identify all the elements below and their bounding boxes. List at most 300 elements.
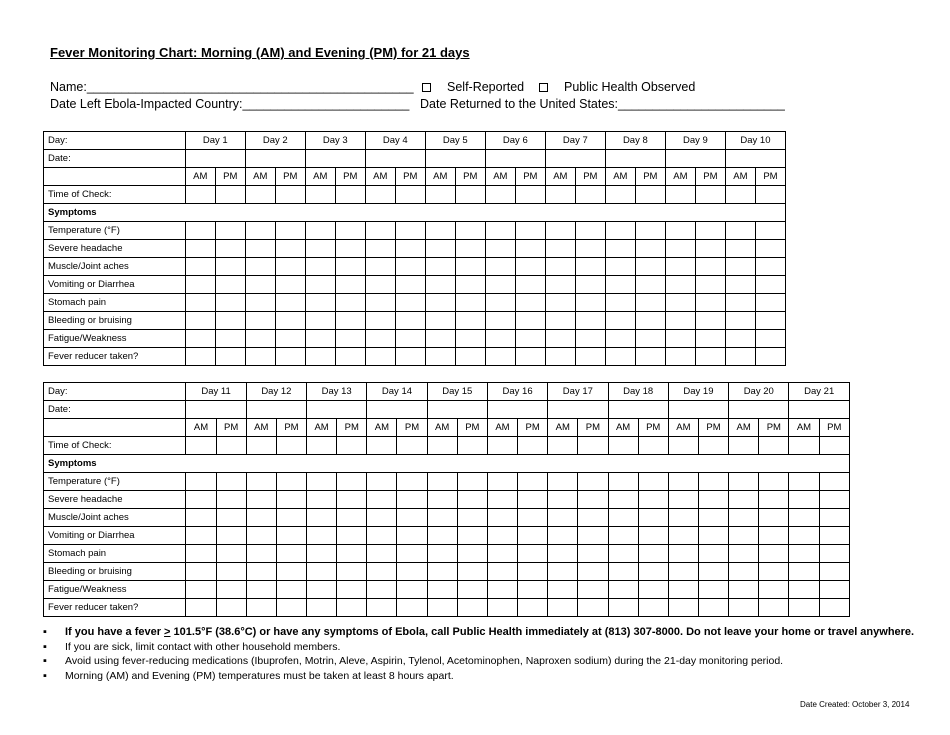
- entry-cell[interactable]: [186, 599, 216, 617]
- entry-cell[interactable]: [455, 330, 485, 348]
- entry-cell[interactable]: [635, 258, 665, 276]
- entry-cell[interactable]: [307, 545, 337, 563]
- entry-cell[interactable]: [216, 599, 246, 617]
- entry-cell[interactable]: [395, 240, 425, 258]
- date-cell[interactable]: [545, 150, 605, 168]
- name-field[interactable]: Name:_______________________________________________: [50, 80, 414, 94]
- entry-cell[interactable]: [276, 527, 306, 545]
- entry-cell[interactable]: [789, 473, 819, 491]
- date-cell[interactable]: [245, 150, 305, 168]
- entry-cell[interactable]: [427, 527, 457, 545]
- entry-cell[interactable]: [337, 509, 367, 527]
- entry-cell[interactable]: [518, 563, 548, 581]
- entry-cell[interactable]: [725, 348, 755, 366]
- entry-cell[interactable]: [605, 294, 635, 312]
- entry-cell[interactable]: [608, 581, 638, 599]
- entry-cell[interactable]: [335, 222, 365, 240]
- entry-cell[interactable]: [548, 599, 578, 617]
- entry-cell[interactable]: [789, 437, 819, 455]
- date-cell[interactable]: [307, 401, 367, 419]
- entry-cell[interactable]: [515, 240, 545, 258]
- entry-cell[interactable]: [246, 545, 276, 563]
- entry-cell[interactable]: [215, 294, 245, 312]
- entry-cell[interactable]: [275, 330, 305, 348]
- entry-cell[interactable]: [276, 563, 306, 581]
- self-reported-option[interactable]: [422, 80, 524, 94]
- entry-cell[interactable]: [759, 563, 789, 581]
- entry-cell[interactable]: [635, 312, 665, 330]
- entry-cell[interactable]: [335, 276, 365, 294]
- entry-cell[interactable]: [548, 509, 578, 527]
- entry-cell[interactable]: [548, 437, 578, 455]
- entry-cell[interactable]: [638, 563, 668, 581]
- entry-cell[interactable]: [695, 276, 725, 294]
- entry-cell[interactable]: [487, 599, 517, 617]
- entry-cell[interactable]: [216, 437, 246, 455]
- entry-cell[interactable]: [665, 330, 695, 348]
- entry-cell[interactable]: [548, 473, 578, 491]
- entry-cell[interactable]: [605, 240, 635, 258]
- entry-cell[interactable]: [216, 473, 246, 491]
- entry-cell[interactable]: [668, 599, 698, 617]
- entry-cell[interactable]: [638, 491, 668, 509]
- entry-cell[interactable]: [545, 348, 575, 366]
- entry-cell[interactable]: [638, 545, 668, 563]
- entry-cell[interactable]: [635, 294, 665, 312]
- entry-cell[interactable]: [759, 437, 789, 455]
- entry-cell[interactable]: [185, 186, 215, 204]
- entry-cell[interactable]: [427, 581, 457, 599]
- entry-cell[interactable]: [518, 509, 548, 527]
- entry-cell[interactable]: [578, 599, 608, 617]
- entry-cell[interactable]: [457, 509, 487, 527]
- entry-cell[interactable]: [668, 437, 698, 455]
- entry-cell[interactable]: [215, 276, 245, 294]
- entry-cell[interactable]: [668, 491, 698, 509]
- entry-cell[interactable]: [335, 186, 365, 204]
- entry-cell[interactable]: [819, 563, 849, 581]
- entry-cell[interactable]: [695, 240, 725, 258]
- entry-cell[interactable]: [457, 581, 487, 599]
- date-cell[interactable]: [427, 401, 487, 419]
- entry-cell[interactable]: [457, 545, 487, 563]
- entry-cell[interactable]: [759, 545, 789, 563]
- entry-cell[interactable]: [725, 186, 755, 204]
- entry-cell[interactable]: [246, 599, 276, 617]
- entry-cell[interactable]: [665, 276, 695, 294]
- entry-cell[interactable]: [695, 348, 725, 366]
- entry-cell[interactable]: [186, 527, 216, 545]
- entry-cell[interactable]: [275, 258, 305, 276]
- entry-cell[interactable]: [276, 599, 306, 617]
- entry-cell[interactable]: [819, 473, 849, 491]
- entry-cell[interactable]: [668, 527, 698, 545]
- entry-cell[interactable]: [638, 473, 668, 491]
- entry-cell[interactable]: [575, 294, 605, 312]
- entry-cell[interactable]: [245, 186, 275, 204]
- entry-cell[interactable]: [515, 348, 545, 366]
- entry-cell[interactable]: [759, 473, 789, 491]
- entry-cell[interactable]: [819, 509, 849, 527]
- entry-cell[interactable]: [545, 222, 575, 240]
- entry-cell[interactable]: [485, 294, 515, 312]
- public-health-observed-checkbox[interactable]: [539, 83, 548, 92]
- entry-cell[interactable]: [215, 312, 245, 330]
- entry-cell[interactable]: [215, 330, 245, 348]
- entry-cell[interactable]: [578, 545, 608, 563]
- entry-cell[interactable]: [427, 563, 457, 581]
- entry-cell[interactable]: [485, 240, 515, 258]
- entry-cell[interactable]: [395, 186, 425, 204]
- entry-cell[interactable]: [395, 294, 425, 312]
- entry-cell[interactable]: [608, 563, 638, 581]
- entry-cell[interactable]: [518, 599, 548, 617]
- entry-cell[interactable]: [275, 312, 305, 330]
- entry-cell[interactable]: [789, 563, 819, 581]
- entry-cell[interactable]: [457, 527, 487, 545]
- date-cell[interactable]: [487, 401, 547, 419]
- entry-cell[interactable]: [698, 491, 728, 509]
- entry-cell[interactable]: [729, 599, 759, 617]
- entry-cell[interactable]: [578, 527, 608, 545]
- entry-cell[interactable]: [698, 527, 728, 545]
- entry-cell[interactable]: [545, 240, 575, 258]
- entry-cell[interactable]: [455, 222, 485, 240]
- date-cell[interactable]: [365, 150, 425, 168]
- entry-cell[interactable]: [425, 258, 455, 276]
- entry-cell[interactable]: [457, 599, 487, 617]
- entry-cell[interactable]: [216, 527, 246, 545]
- entry-cell[interactable]: [548, 527, 578, 545]
- entry-cell[interactable]: [608, 509, 638, 527]
- date-cell[interactable]: [367, 401, 427, 419]
- entry-cell[interactable]: [755, 258, 785, 276]
- entry-cell[interactable]: [276, 509, 306, 527]
- entry-cell[interactable]: [515, 330, 545, 348]
- date-cell[interactable]: [485, 150, 545, 168]
- entry-cell[interactable]: [729, 491, 759, 509]
- entry-cell[interactable]: [695, 186, 725, 204]
- entry-cell[interactable]: [367, 599, 397, 617]
- entry-cell[interactable]: [605, 276, 635, 294]
- entry-cell[interactable]: [755, 222, 785, 240]
- entry-cell[interactable]: [395, 312, 425, 330]
- entry-cell[interactable]: [755, 276, 785, 294]
- entry-cell[interactable]: [695, 330, 725, 348]
- entry-cell[interactable]: [755, 330, 785, 348]
- entry-cell[interactable]: [635, 186, 665, 204]
- entry-cell[interactable]: [729, 581, 759, 599]
- entry-cell[interactable]: [335, 258, 365, 276]
- entry-cell[interactable]: [789, 545, 819, 563]
- entry-cell[interactable]: [515, 258, 545, 276]
- entry-cell[interactable]: [305, 294, 335, 312]
- entry-cell[interactable]: [487, 545, 517, 563]
- entry-cell[interactable]: [367, 527, 397, 545]
- entry-cell[interactable]: [365, 348, 395, 366]
- entry-cell[interactable]: [425, 222, 455, 240]
- entry-cell[interactable]: [698, 437, 728, 455]
- entry-cell[interactable]: [605, 186, 635, 204]
- entry-cell[interactable]: [729, 473, 759, 491]
- date-cell[interactable]: [665, 150, 725, 168]
- entry-cell[interactable]: [337, 527, 367, 545]
- entry-cell[interactable]: [246, 509, 276, 527]
- entry-cell[interactable]: [487, 473, 517, 491]
- entry-cell[interactable]: [638, 527, 668, 545]
- entry-cell[interactable]: [185, 348, 215, 366]
- entry-cell[interactable]: [276, 437, 306, 455]
- entry-cell[interactable]: [605, 222, 635, 240]
- date-returned-field[interactable]: Date Returned to the United States:________________________: [420, 97, 785, 111]
- entry-cell[interactable]: [425, 240, 455, 258]
- entry-cell[interactable]: [515, 276, 545, 294]
- entry-cell[interactable]: [485, 258, 515, 276]
- entry-cell[interactable]: [457, 437, 487, 455]
- entry-cell[interactable]: [335, 294, 365, 312]
- date-cell[interactable]: [246, 401, 306, 419]
- entry-cell[interactable]: [698, 599, 728, 617]
- entry-cell[interactable]: [575, 258, 605, 276]
- entry-cell[interactable]: [729, 545, 759, 563]
- entry-cell[interactable]: [755, 240, 785, 258]
- entry-cell[interactable]: [246, 527, 276, 545]
- entry-cell[interactable]: [545, 330, 575, 348]
- entry-cell[interactable]: [605, 330, 635, 348]
- entry-cell[interactable]: [305, 222, 335, 240]
- entry-cell[interactable]: [575, 330, 605, 348]
- entry-cell[interactable]: [515, 186, 545, 204]
- entry-cell[interactable]: [605, 348, 635, 366]
- entry-cell[interactable]: [695, 294, 725, 312]
- entry-cell[interactable]: [276, 491, 306, 509]
- entry-cell[interactable]: [487, 527, 517, 545]
- entry-cell[interactable]: [245, 348, 275, 366]
- entry-cell[interactable]: [367, 509, 397, 527]
- entry-cell[interactable]: [725, 312, 755, 330]
- entry-cell[interactable]: [518, 581, 548, 599]
- entry-cell[interactable]: [425, 294, 455, 312]
- entry-cell[interactable]: [215, 348, 245, 366]
- entry-cell[interactable]: [698, 581, 728, 599]
- entry-cell[interactable]: [575, 312, 605, 330]
- entry-cell[interactable]: [186, 509, 216, 527]
- entry-cell[interactable]: [457, 563, 487, 581]
- entry-cell[interactable]: [578, 437, 608, 455]
- date-cell[interactable]: [789, 401, 850, 419]
- entry-cell[interactable]: [729, 563, 759, 581]
- entry-cell[interactable]: [427, 509, 457, 527]
- entry-cell[interactable]: [638, 599, 668, 617]
- entry-cell[interactable]: [275, 240, 305, 258]
- entry-cell[interactable]: [457, 473, 487, 491]
- date-cell[interactable]: [305, 150, 365, 168]
- entry-cell[interactable]: [695, 258, 725, 276]
- entry-cell[interactable]: [729, 437, 759, 455]
- entry-cell[interactable]: [518, 491, 548, 509]
- entry-cell[interactable]: [307, 563, 337, 581]
- entry-cell[interactable]: [608, 545, 638, 563]
- entry-cell[interactable]: [367, 545, 397, 563]
- entry-cell[interactable]: [246, 437, 276, 455]
- entry-cell[interactable]: [635, 240, 665, 258]
- entry-cell[interactable]: [725, 294, 755, 312]
- entry-cell[interactable]: [485, 222, 515, 240]
- self-reported-checkbox[interactable]: [422, 83, 431, 92]
- entry-cell[interactable]: [578, 509, 608, 527]
- entry-cell[interactable]: [397, 473, 427, 491]
- entry-cell[interactable]: [276, 473, 306, 491]
- entry-cell[interactable]: [305, 312, 335, 330]
- entry-cell[interactable]: [397, 599, 427, 617]
- entry-cell[interactable]: [305, 240, 335, 258]
- entry-cell[interactable]: [755, 294, 785, 312]
- entry-cell[interactable]: [515, 294, 545, 312]
- entry-cell[interactable]: [305, 330, 335, 348]
- entry-cell[interactable]: [518, 527, 548, 545]
- entry-cell[interactable]: [365, 312, 395, 330]
- entry-cell[interactable]: [725, 222, 755, 240]
- entry-cell[interactable]: [246, 581, 276, 599]
- entry-cell[interactable]: [215, 186, 245, 204]
- entry-cell[interactable]: [665, 312, 695, 330]
- entry-cell[interactable]: [307, 473, 337, 491]
- entry-cell[interactable]: [485, 276, 515, 294]
- entry-cell[interactable]: [668, 473, 698, 491]
- entry-cell[interactable]: [395, 330, 425, 348]
- entry-cell[interactable]: [819, 581, 849, 599]
- entry-cell[interactable]: [578, 491, 608, 509]
- entry-cell[interactable]: [725, 240, 755, 258]
- entry-cell[interactable]: [397, 491, 427, 509]
- entry-cell[interactable]: [397, 545, 427, 563]
- entry-cell[interactable]: [365, 240, 395, 258]
- entry-cell[interactable]: [335, 348, 365, 366]
- entry-cell[interactable]: [425, 276, 455, 294]
- entry-cell[interactable]: [367, 437, 397, 455]
- entry-cell[interactable]: [665, 240, 695, 258]
- entry-cell[interactable]: [575, 276, 605, 294]
- date-cell[interactable]: [725, 150, 785, 168]
- entry-cell[interactable]: [635, 276, 665, 294]
- entry-cell[interactable]: [455, 294, 485, 312]
- entry-cell[interactable]: [245, 258, 275, 276]
- entry-cell[interactable]: [515, 222, 545, 240]
- entry-cell[interactable]: [819, 437, 849, 455]
- entry-cell[interactable]: [545, 294, 575, 312]
- entry-cell[interactable]: [427, 545, 457, 563]
- entry-cell[interactable]: [427, 437, 457, 455]
- entry-cell[interactable]: [545, 186, 575, 204]
- entry-cell[interactable]: [185, 330, 215, 348]
- entry-cell[interactable]: [668, 545, 698, 563]
- entry-cell[interactable]: [455, 348, 485, 366]
- entry-cell[interactable]: [729, 527, 759, 545]
- entry-cell[interactable]: [455, 276, 485, 294]
- entry-cell[interactable]: [635, 222, 665, 240]
- entry-cell[interactable]: [725, 258, 755, 276]
- entry-cell[interactable]: [425, 312, 455, 330]
- entry-cell[interactable]: [305, 348, 335, 366]
- entry-cell[interactable]: [729, 509, 759, 527]
- date-cell[interactable]: [185, 150, 245, 168]
- entry-cell[interactable]: [216, 491, 246, 509]
- entry-cell[interactable]: [665, 186, 695, 204]
- entry-cell[interactable]: [457, 491, 487, 509]
- entry-cell[interactable]: [759, 527, 789, 545]
- entry-cell[interactable]: [608, 527, 638, 545]
- entry-cell[interactable]: [698, 545, 728, 563]
- entry-cell[interactable]: [789, 491, 819, 509]
- entry-cell[interactable]: [397, 437, 427, 455]
- entry-cell[interactable]: [245, 222, 275, 240]
- entry-cell[interactable]: [485, 330, 515, 348]
- entry-cell[interactable]: [365, 330, 395, 348]
- entry-cell[interactable]: [367, 491, 397, 509]
- entry-cell[interactable]: [367, 581, 397, 599]
- entry-cell[interactable]: [397, 563, 427, 581]
- entry-cell[interactable]: [487, 563, 517, 581]
- entry-cell[interactable]: [337, 599, 367, 617]
- entry-cell[interactable]: [485, 186, 515, 204]
- entry-cell[interactable]: [395, 276, 425, 294]
- entry-cell[interactable]: [755, 348, 785, 366]
- entry-cell[interactable]: [608, 437, 638, 455]
- date-cell[interactable]: [605, 150, 665, 168]
- entry-cell[interactable]: [335, 312, 365, 330]
- entry-cell[interactable]: [638, 581, 668, 599]
- entry-cell[interactable]: [185, 276, 215, 294]
- entry-cell[interactable]: [186, 491, 216, 509]
- entry-cell[interactable]: [365, 222, 395, 240]
- entry-cell[interactable]: [425, 330, 455, 348]
- entry-cell[interactable]: [518, 473, 548, 491]
- entry-cell[interactable]: [608, 491, 638, 509]
- entry-cell[interactable]: [819, 527, 849, 545]
- entry-cell[interactable]: [216, 563, 246, 581]
- entry-cell[interactable]: [789, 509, 819, 527]
- entry-cell[interactable]: [305, 276, 335, 294]
- entry-cell[interactable]: [575, 186, 605, 204]
- entry-cell[interactable]: [789, 527, 819, 545]
- entry-cell[interactable]: [427, 599, 457, 617]
- entry-cell[interactable]: [635, 348, 665, 366]
- date-cell[interactable]: [548, 401, 608, 419]
- entry-cell[interactable]: [695, 222, 725, 240]
- entry-cell[interactable]: [425, 186, 455, 204]
- entry-cell[interactable]: [397, 527, 427, 545]
- entry-cell[interactable]: [548, 563, 578, 581]
- public-health-observed-option[interactable]: [539, 80, 695, 94]
- entry-cell[interactable]: [395, 258, 425, 276]
- entry-cell[interactable]: [819, 491, 849, 509]
- entry-cell[interactable]: [755, 312, 785, 330]
- entry-cell[interactable]: [185, 312, 215, 330]
- entry-cell[interactable]: [605, 258, 635, 276]
- entry-cell[interactable]: [307, 599, 337, 617]
- entry-cell[interactable]: [245, 276, 275, 294]
- date-cell[interactable]: [425, 150, 485, 168]
- entry-cell[interactable]: [337, 491, 367, 509]
- entry-cell[interactable]: [275, 276, 305, 294]
- entry-cell[interactable]: [367, 563, 397, 581]
- entry-cell[interactable]: [216, 509, 246, 527]
- entry-cell[interactable]: [608, 599, 638, 617]
- entry-cell[interactable]: [759, 509, 789, 527]
- entry-cell[interactable]: [487, 491, 517, 509]
- entry-cell[interactable]: [455, 240, 485, 258]
- entry-cell[interactable]: [397, 581, 427, 599]
